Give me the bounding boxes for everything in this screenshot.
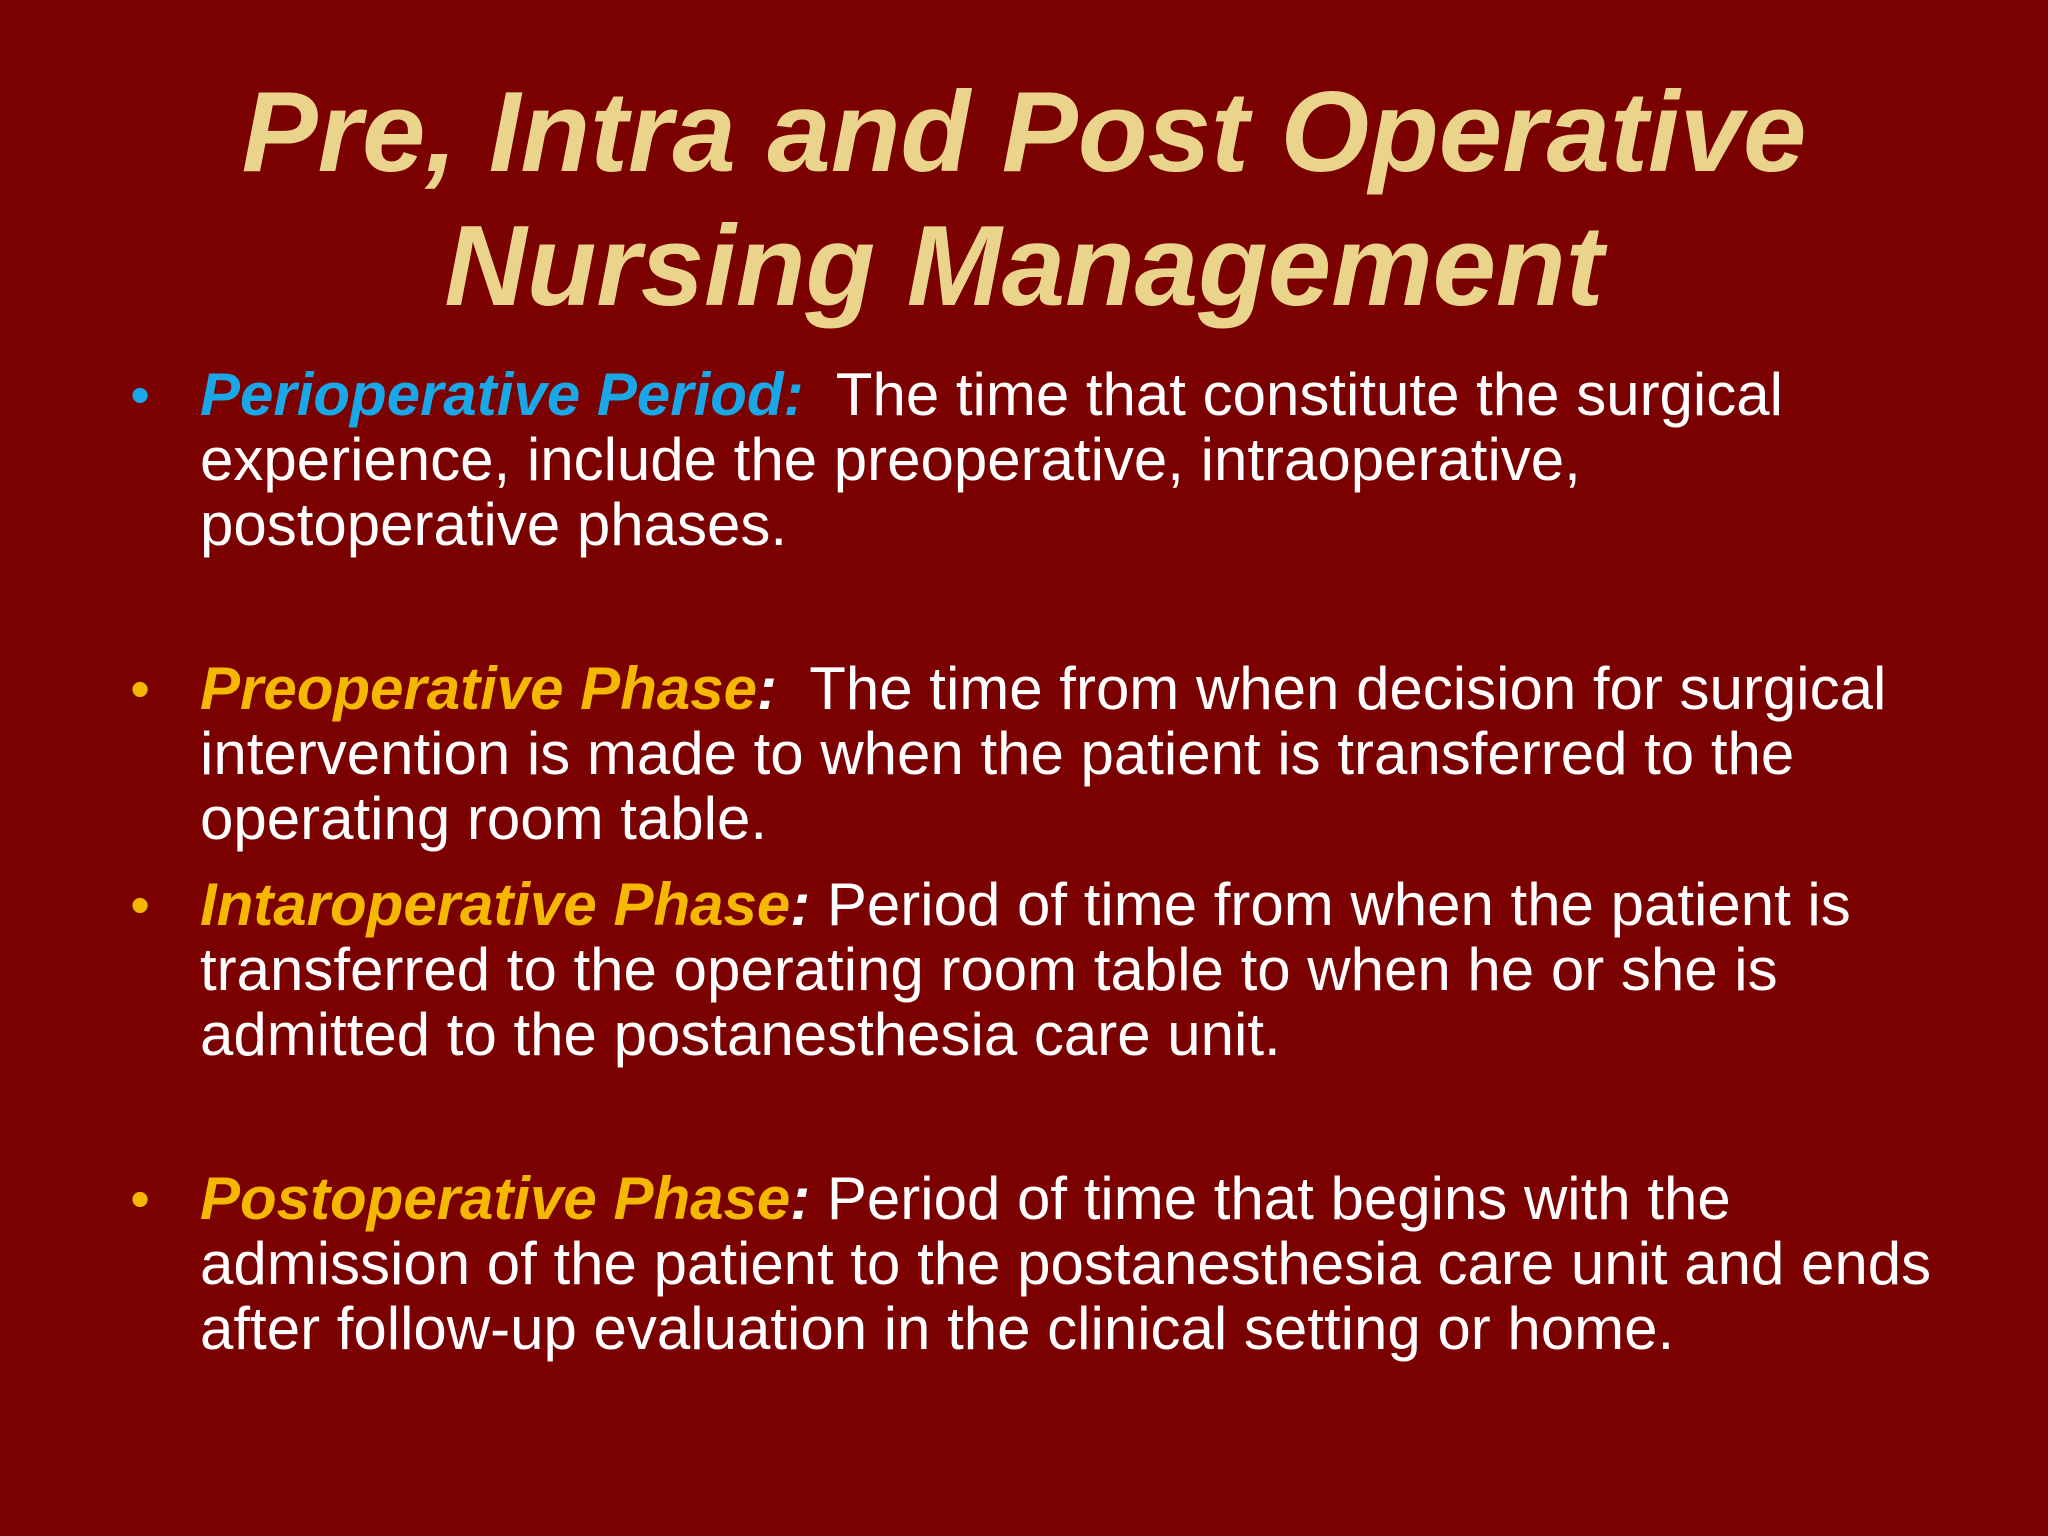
term-postoperative-phase: Postoperative Phase (200, 1165, 791, 1232)
slide-title-line1: Pre, Intra and Post Operative (241, 69, 1807, 196)
bullet-perioperative-period (130, 361, 1940, 558)
bullet-dot-icon: • (130, 873, 150, 936)
bullet-intraoperative-phase (130, 871, 1940, 1068)
desc-postoperative-phase: Period of time that begins with the admission of the patient to the postanesthesia care unit and ends after follow-up evaluation in the clinical setting or home. (200, 1165, 1948, 1362)
bullet-dot-icon: • (130, 363, 150, 426)
term-preoperative-phase: Preoperative Phase (200, 655, 757, 722)
term-perioperative-period: Perioperative Period: (200, 361, 804, 428)
desc-preoperative-phase: The time from when decision for surgical intervention is made to when the patient is transferred to the operating room table. (200, 655, 1903, 852)
term-colon: : (790, 1165, 811, 1232)
bullet-dot-icon: • (130, 657, 150, 720)
bullet-postoperative-phase (130, 1165, 1948, 1362)
bullet-preoperative-phase (130, 655, 1940, 852)
slide-title-line2: Nursing Management (444, 203, 1604, 330)
desc-intraoperative-phase: Period of time from when the patient is transferred to the operating room table to when he or she is admitted to the postanesthesia care unit. (200, 871, 1868, 1068)
term-colon: : (790, 871, 811, 938)
term-colon: : (756, 655, 777, 722)
term-intraoperative-phase: Intaroperative Phase (200, 871, 791, 938)
bullet-dot-icon: • (130, 1167, 150, 1230)
slide-title (0, 66, 2048, 334)
desc-perioperative-period: The time that constitute the surgical experience, include the preoperative, intraoperative, postoperative phases. (200, 361, 1800, 558)
